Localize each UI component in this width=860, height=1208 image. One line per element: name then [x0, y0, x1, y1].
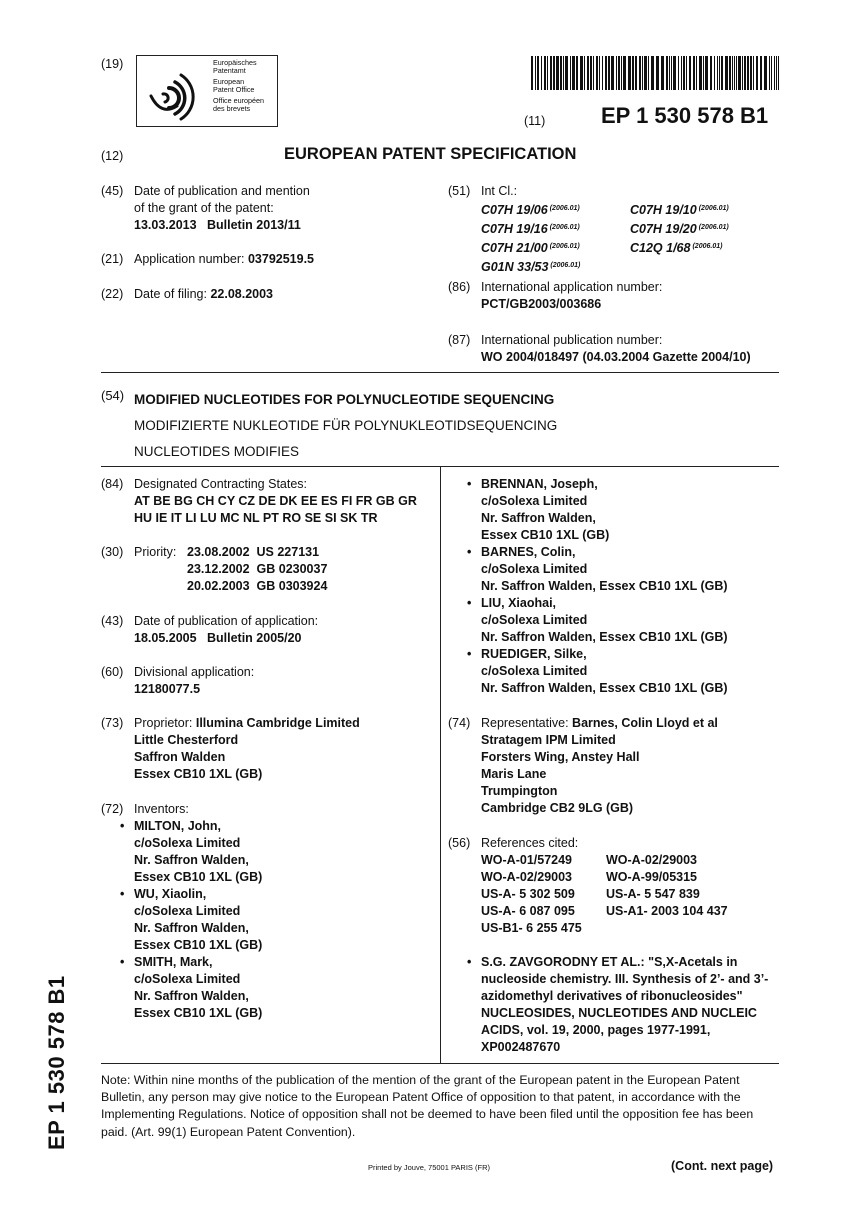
ipc-year: (2006.01) [549, 205, 580, 212]
representative-address: Maris Lane [481, 767, 547, 781]
code-54: (54) [101, 388, 125, 403]
note-line: Implementing Regulations. Notice of opposition shall not be deemed to have been filed until the opposition fee has been [101, 1107, 754, 1122]
code-21: (21) [101, 252, 124, 266]
office-line: Patentamt [213, 66, 246, 76]
f74-label: Representative: [481, 716, 569, 730]
inventor-name: • MILTON, John, [134, 819, 222, 833]
f45-label2: of the grant of the patent: [134, 201, 274, 215]
office-line: des brevets [213, 104, 251, 114]
code-74: (74) [448, 716, 471, 730]
ipc-year: (2006.01) [550, 262, 581, 269]
office-line: European [213, 77, 245, 87]
doc-type: EUROPEAN PATENT SPECIFICATION [284, 145, 577, 163]
inventor-address: c/oSolexa Limited [481, 664, 588, 678]
ipc-code: G01N 33/53 [481, 260, 549, 274]
f60-label: Divisional application: [134, 665, 255, 679]
priority-number: GB 0303924 [256, 579, 328, 593]
f30-label: Priority: [134, 545, 177, 559]
representative-name: Barnes, Colin Lloyd et al [572, 716, 718, 730]
representative-address: Cambridge CB2 9LG (GB) [481, 801, 634, 815]
ipc-year: (2006.01) [549, 224, 580, 231]
title-de: MODIFIZIERTE NUKLEOTIDE FÜR POLYNUKLEOTIDSEQUENCING [134, 418, 558, 433]
inventor-list-right [481, 476, 728, 697]
code-86: (86) [448, 280, 471, 294]
office-line: Europäisches [213, 58, 257, 67]
npl-line: nucleoside chemistry. III. Synthesis of 2’- and 3’- [481, 972, 769, 986]
f45-label1: Date of publication and mention [134, 184, 310, 198]
representative-address: Trumpington [481, 784, 558, 798]
priority-number: US 227131 [256, 545, 320, 559]
f45-date: 13.03.2013 [134, 218, 197, 232]
inventor-entry [134, 954, 262, 1022]
code-87: (87) [448, 333, 471, 347]
f43-date: 18.05.2005 [134, 631, 197, 645]
inventor-address: c/oSolexa Limited [481, 494, 588, 508]
field-84 [134, 476, 417, 527]
priority-date: 20.02.2003 [187, 579, 250, 593]
f86-label: International application number: [481, 280, 663, 294]
field-21 [134, 251, 314, 268]
code-45: (45) [101, 184, 124, 198]
inventor-entry [481, 476, 728, 544]
npl-citation [481, 954, 768, 1056]
ipc-code: C07H 19/10 [630, 203, 697, 217]
inventor-address: Nr. Saffron Walden, [481, 511, 596, 525]
f22-label: Date of filing: [134, 287, 207, 301]
inventor-address: Nr. Saffron Walden, [134, 989, 249, 1003]
f21-label: Application number: [134, 252, 245, 266]
f72-label: Inventors: [134, 802, 189, 816]
inventor-entry [481, 646, 728, 697]
inventor-name: • LIU, Xiaohai, [481, 596, 557, 610]
proprietor-address: Little Chesterford [134, 733, 239, 747]
patent-citation: US-A- 6 087 095 [481, 904, 575, 918]
title-block [134, 387, 557, 465]
f84-label: Designated Contracting States: [134, 477, 308, 491]
continued-note: (Cont. next page) [671, 1159, 774, 1173]
f60-value: 12180077.5 [134, 682, 201, 696]
npl-line: XP002487670 [481, 1040, 561, 1054]
patent-number: EP 1 530 578 B1 [601, 103, 769, 128]
npl-line: azidomethyl derivatives of ribonucleosides" [481, 989, 743, 1003]
note-line: Bulletin, any person may give notice to the European Patent Office of opposition to that patent, in accordance with the [101, 1090, 741, 1105]
side-patent-number: EP 1 530 578 B1 [44, 975, 69, 1150]
f84-states: AT BE BG CH CY CZ DE DK EE ES FI FR GB GR [134, 494, 417, 508]
column-divider [440, 466, 441, 1063]
f84-states: HU IE IT LI LU MC NL PT RO SE SI SK TR [134, 511, 378, 525]
priority-row [187, 561, 327, 578]
barcode-icon [531, 56, 779, 90]
code-72: (72) [101, 802, 124, 816]
ipc-code: C07H 19/20 [630, 222, 697, 236]
inventor-address: Nr. Saffron Walden, Essex CB10 1XL (GB) [481, 630, 728, 644]
inventor-address: Nr. Saffron Walden, [134, 853, 249, 867]
field-43 [134, 613, 318, 647]
npl-entry [481, 954, 768, 1056]
priority-number: GB 0230037 [256, 562, 328, 576]
field-22 [134, 286, 273, 303]
priority-list [187, 544, 327, 595]
divider [101, 372, 779, 373]
patent-citation: WO-A-02/29003 [481, 870, 573, 884]
code-22: (22) [101, 287, 124, 301]
ipc-code: C07H 21/00 [481, 241, 548, 255]
ipc-code: C07H 19/06 [481, 203, 548, 217]
field-60 [134, 664, 254, 698]
f86-value: PCT/GB2003/003686 [481, 297, 602, 311]
inventor-address: c/oSolexa Limited [481, 613, 588, 627]
f21-value: 03792519.5 [247, 252, 315, 266]
f87-label: International publication number: [481, 333, 663, 347]
priority-row [187, 544, 327, 561]
inventor-entry [134, 818, 262, 886]
office-names [213, 59, 264, 114]
f51-label: Int Cl.: [481, 184, 518, 198]
representative-address: Stratagem IPM Limited [481, 733, 616, 747]
inventor-address: Essex CB10 1XL (GB) [134, 938, 263, 952]
inventor-address: c/oSolexa Limited [134, 904, 241, 918]
ipc-code: C07H 19/16 [481, 222, 548, 236]
code-56: (56) [448, 836, 471, 850]
code-12: (12) [101, 149, 124, 163]
f73-label: Proprietor: [134, 716, 193, 730]
ipc-code: C12Q 1/68 [630, 241, 691, 255]
priority-row [187, 578, 327, 595]
code-84: (84) [101, 477, 124, 491]
ipc-year: (2006.01) [692, 243, 723, 250]
patent-citation: US-A- 5 302 509 [481, 887, 575, 901]
inventor-name: • BRENNAN, Joseph, [481, 477, 598, 491]
proprietor-address: Essex CB10 1XL (GB) [134, 767, 263, 781]
field-74 [481, 715, 718, 817]
npl-line: ACIDS, vol. 19, 2000, pages 1977-1991, [481, 1023, 711, 1037]
f45-bulletin: Bulletin 2013/11 [206, 218, 301, 232]
field-87 [481, 332, 751, 366]
inventor-address: Nr. Saffron Walden, [134, 921, 249, 935]
inventor-entry [481, 595, 728, 646]
priority-date: 23.12.2002 [187, 562, 250, 576]
office-line: Patent Office [213, 85, 255, 95]
ipc-right-col [630, 200, 729, 257]
inventor-address: c/oSolexa Limited [134, 836, 241, 850]
divider [101, 1063, 779, 1064]
inventor-name: • SMITH, Mark, [134, 955, 213, 969]
f43-label: Date of publication of application: [134, 614, 319, 628]
inventor-address: Essex CB10 1XL (GB) [481, 528, 610, 542]
refs-right-col [606, 852, 728, 920]
patent-citation: US-A1- 2003 104 437 [606, 904, 728, 918]
patent-citation: WO-A-01/57249 [481, 853, 573, 867]
inventor-list-left [134, 818, 262, 1022]
inventor-address: Essex CB10 1XL (GB) [134, 1006, 263, 1020]
patent-citation: US-A- 5 547 839 [606, 887, 700, 901]
ipc-year: (2006.01) [698, 205, 729, 212]
code-19: (19) [101, 57, 124, 71]
code-73: (73) [101, 716, 124, 730]
epo-logo [136, 55, 278, 127]
field-86 [481, 279, 662, 313]
epo-logo-icon [139, 56, 209, 126]
code-11: (11) [524, 114, 546, 128]
inventor-name: • BARNES, Colin, [481, 545, 576, 559]
code-30: (30) [101, 545, 124, 559]
proprietor-address: Saffron Walden [134, 750, 226, 764]
inventor-address: Essex CB10 1XL (GB) [134, 870, 263, 884]
proprietor-name: Illumina Cambridge Limited [195, 716, 360, 730]
f43-value [134, 630, 318, 647]
ipc-left-col [481, 200, 580, 276]
field-73 [134, 715, 360, 783]
inventor-name: • WU, Xiaolin, [134, 887, 207, 901]
inventor-address: c/oSolexa Limited [134, 972, 241, 986]
opposition-note [101, 1072, 753, 1141]
ipc-year: (2006.01) [549, 243, 580, 250]
f22-value: 22.08.2003 [210, 287, 274, 301]
f45-value [134, 217, 310, 234]
patent-citation: WO-A-99/05315 [606, 870, 698, 884]
npl-line: NUCLEOSIDES, NUCLEOTIDES AND NUCLEIC [481, 1006, 757, 1020]
office-line: Office européen [213, 96, 265, 106]
patent-citation: US-B1- 6 255 475 [481, 921, 582, 935]
code-51: (51) [448, 184, 471, 198]
inventor-address: Nr. Saffron Walden, Essex CB10 1XL (GB) [481, 579, 728, 593]
f87-value: WO 2004/018497 (04.03.2004 Gazette 2004/10) [481, 350, 751, 364]
inventor-address: Nr. Saffron Walden, Essex CB10 1XL (GB) [481, 681, 728, 695]
representative-address: Forsters Wing, Anstey Hall [481, 750, 640, 764]
note-line: Note: Within nine months of the publication of the mention of the grant of the European patent in the European Patent [101, 1073, 740, 1087]
ipc-year: (2006.01) [698, 224, 729, 231]
note-line: paid. (Art. 99(1) European Patent Convention). [101, 1124, 356, 1139]
inventor-entry [134, 886, 262, 954]
code-43: (43) [101, 614, 124, 628]
printer-imprint: Printed by Jouve, 75001 PARIS (FR) [368, 1163, 490, 1172]
title-en: MODIFIED NUCLEOTIDES FOR POLYNUCLEOTIDE SEQUENCING [134, 392, 555, 407]
f43-bulletin: Bulletin 2005/20 [206, 631, 302, 645]
inventor-name: • RUEDIGER, Silke, [481, 647, 587, 661]
inventor-entry [481, 544, 728, 595]
priority-date: 23.08.2002 [187, 545, 250, 559]
code-60: (60) [101, 665, 124, 679]
title-fr: NUCLEOTIDES MODIFIES [134, 444, 300, 459]
inventor-address: c/oSolexa Limited [481, 562, 588, 576]
refs-left-col [481, 852, 582, 937]
patent-citation: WO-A-02/29003 [606, 853, 698, 867]
npl-line: • S.G. ZAVGORODNY ET AL.: "S,X-Acetals in [481, 955, 738, 969]
field-45 [134, 183, 310, 234]
f56-label: References cited: [481, 836, 579, 850]
